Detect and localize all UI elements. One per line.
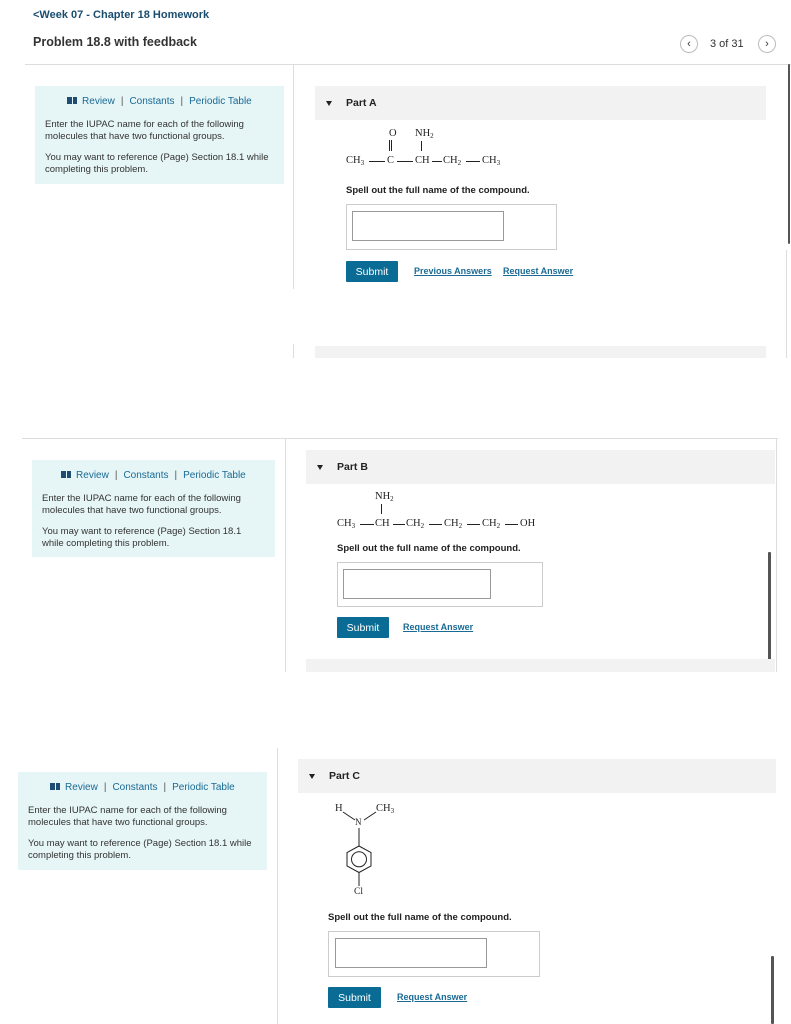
separator: | [174, 470, 178, 481]
book-icon [67, 97, 77, 104]
section-divider [22, 438, 778, 439]
part-b-answer-input[interactable] [343, 569, 491, 599]
column-divider [293, 344, 294, 358]
part-a-structure: O $NH_2$ $CH_3$ C CH $CH_2$ $CH_3$ [346, 128, 501, 167]
part-a-instruction: Spell out the full name of the compound. [346, 185, 530, 196]
part-a-answer-input[interactable] [352, 211, 504, 241]
resources-panel [32, 460, 275, 557]
reference-text: You may want to reference (Page) Section 18.1 while completing this problem. [45, 151, 269, 175]
review-link[interactable] [67, 96, 115, 109]
resources-panel [18, 772, 267, 870]
part-c-submit-button[interactable]: Submit [328, 987, 381, 1008]
part-b-answer-container [337, 562, 543, 607]
separator: | [103, 782, 107, 793]
separator: | [163, 782, 167, 793]
part-a-answer-container [346, 204, 557, 250]
separator: | [180, 96, 184, 107]
header-divider [25, 64, 791, 65]
problem-title: Problem 18.8 with feedback [33, 35, 197, 49]
periodic-table-link[interactable]: Periodic Table [172, 782, 235, 793]
page-counter: 3 of 31 [710, 38, 744, 50]
part-a-submit-button[interactable]: Submit [346, 261, 398, 282]
collapse-triangle-icon [326, 101, 332, 106]
part-c-instruction: Spell out the full name of the compound. [328, 912, 512, 923]
part-b-instruction: Spell out the full name of the compound. [337, 543, 521, 554]
column-divider [285, 438, 286, 672]
chevron-right-icon: › [765, 38, 769, 50]
resource-links [42, 470, 265, 483]
part-c-answer-input[interactable] [335, 938, 487, 968]
collapse-triangle-icon [317, 465, 323, 470]
part-a-label: Part A [346, 97, 377, 109]
resource-links [28, 782, 257, 795]
scrollbar-track [786, 250, 787, 358]
chevron-left-icon: ‹ [687, 38, 691, 50]
periodic-table-link[interactable]: Periodic Table [183, 470, 246, 481]
constants-link[interactable]: Constants [129, 96, 175, 107]
part-b-header[interactable] [306, 450, 775, 484]
reference-text: You may want to reference (Page) Section 18.1 while completing this problem. [28, 837, 252, 861]
part-b-request-answer-link[interactable]: Request Answer [403, 622, 474, 632]
previous-problem-button[interactable] [680, 35, 698, 53]
part-a-header[interactable] [315, 86, 766, 120]
scrollbar[interactable] [768, 552, 771, 672]
review-label: Review [65, 782, 98, 793]
scrollbar[interactable] [771, 956, 774, 1024]
resources-panel [35, 86, 284, 184]
part-b-label: Part B [337, 461, 368, 473]
part-c-header[interactable] [298, 759, 776, 793]
review-label: Review [76, 470, 109, 481]
part-c-label: Part C [329, 770, 360, 782]
instruction-text: Enter the IUPAC name for each of the following molecules that have two functional groups. [42, 492, 241, 516]
resource-links [45, 96, 274, 109]
separator: | [114, 470, 118, 481]
next-problem-button[interactable] [758, 35, 776, 53]
part-b-structure: $NH_2$ $CH_3$ CH $CH_2$ $CH_2$ $CH_2$ OH [337, 491, 536, 530]
instruction-text: Enter the IUPAC name for each of the following molecules that have two functional groups. [45, 118, 244, 142]
scrollbar-track [776, 438, 777, 672]
column-divider [293, 64, 294, 289]
collapse-triangle-icon [309, 774, 315, 779]
review-link[interactable] [50, 782, 98, 795]
book-icon [50, 783, 60, 790]
part-a-previous-answers-link[interactable]: Previous Answers [414, 266, 492, 276]
part-b-submit-button[interactable]: Submit [337, 617, 389, 638]
separator: | [120, 96, 124, 107]
review-link[interactable] [61, 470, 109, 483]
column-divider [277, 748, 278, 1024]
periodic-table-link[interactable]: Periodic Table [189, 96, 252, 107]
next-part-header-partial [306, 659, 775, 672]
part-c-answer-container [328, 931, 540, 977]
constants-link[interactable]: Constants [123, 470, 169, 481]
next-part-header-partial [315, 346, 766, 358]
reference-text: You may want to reference (Page) Section 18.1 while completing this problem. [42, 525, 242, 549]
constants-link[interactable]: Constants [112, 782, 158, 793]
scrollbar[interactable] [788, 64, 790, 244]
part-a-request-answer-link[interactable]: Request Answer [503, 266, 574, 276]
back-to-assignment-link[interactable]: <Week 07 - Chapter 18 Homework [33, 9, 210, 21]
review-label: Review [82, 96, 115, 107]
part-c-request-answer-link[interactable]: Request Answer [397, 992, 468, 1002]
book-icon [61, 471, 71, 478]
instruction-text: Enter the IUPAC name for each of the following molecules that have two functional groups. [28, 804, 227, 828]
part-c-structure: H $CH_3$ N Cl [335, 803, 395, 897]
